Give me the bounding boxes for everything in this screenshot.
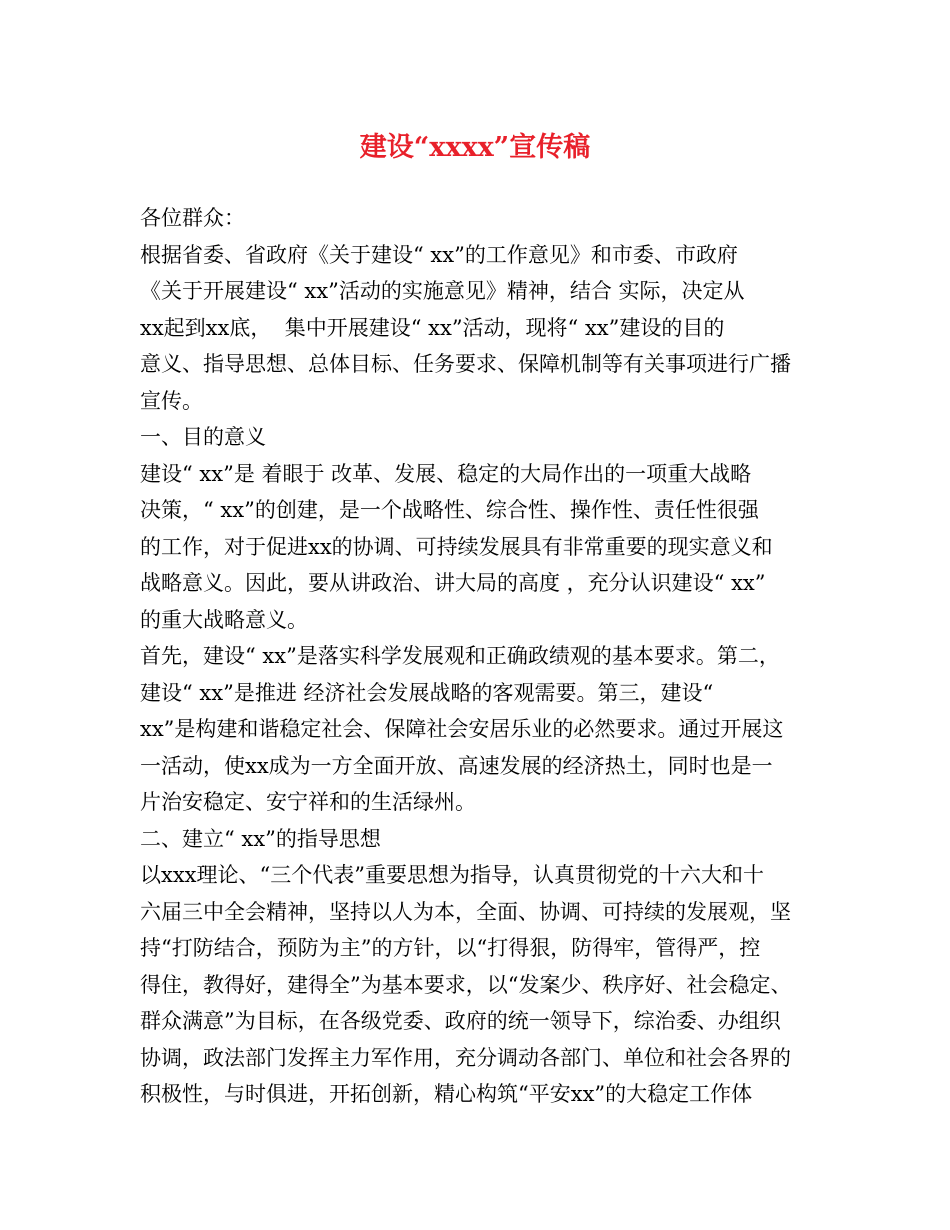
body-line: 建设“ xx”是推进 经济社会发展战略的客观需要。第三，建设“ — [140, 680, 714, 705]
body-line: 《关于开展建设“ xx”活动的实施意见》精神，结合 实际，决定从 — [140, 279, 745, 303]
body-line: xx起到xx底， 集中开展建设“ xx”活动，现将“ xx”建设的目的 — [140, 315, 725, 340]
body-line: 意义、指导思想、总体目标、任务要求、保障机制等有关事项进行广播 — [140, 352, 791, 376]
body-line: 一活动，使xx成为一方全面开放、高速发展的经济热土，同时也是一 — [140, 753, 773, 778]
body-line: 协调，政法部门发挥主力军作用，充分调动各部门、单位和社会各界的 — [140, 1045, 791, 1070]
body-line: xx”是构建和谐稳定社会、保障社会安居乐业的必然要求。通过开展这 — [140, 717, 784, 741]
body-line: 一、目的意义 — [140, 425, 266, 449]
body-line: 首先，建设“ xx”是落实科学发展观和正确政绩观的基本要求。第二， — [140, 644, 780, 668]
body-line: 的重大战略意义。 — [140, 607, 308, 632]
body-line: 持“打防结合，预防为主”的方针，以“打得狠，防得牢，管得严，控 — [140, 936, 761, 960]
body-line: 积极性，与时俱进，开拓创新，精心构筑“平安xx”的大稳定工作体 — [140, 1082, 753, 1106]
body-line: 宣传。 — [140, 388, 203, 413]
document-title: 建设“xxxx”宣传稿 — [359, 132, 591, 163]
document-body — [140, 200, 820, 1113]
body-line: 根据省委、省政府《关于建设“ xx”的工作意见》和市委、市政府 — [140, 242, 738, 267]
body-line: 以xxx理论、“三个代表”重要思想为指导，认真贯彻党的十六大和十 — [140, 863, 764, 887]
body-line: 片治安稳定、安宁祥和的生活绿州。 — [140, 790, 476, 814]
body-line: 各位群众： — [140, 206, 245, 230]
body-line: 战略意义。因此，要从讲政治、讲大局的高度 ，充分认识建设“ xx” — [140, 571, 766, 595]
body-line: 建设“ xx”是 着眼于 改革、发展、稳定的大局作出的一项重大战略 — [140, 461, 752, 486]
body-line: 六届三中全会精神，坚持以人为本，全面、协调、可持续的发展观，坚 — [140, 899, 791, 924]
body-line: 决策，“ xx”的创建，是一个战略性、综合性、操作性、责任性很强 — [140, 498, 759, 522]
body-line: 二、建立“ xx”的指导思想 — [140, 826, 381, 851]
body-line: 得住，教得好，建得全”为基本要求，以“发案少、秩序好、社会稳定、 — [140, 972, 792, 997]
body-line: 群众满意”为目标，在各级党委、政府的统一领导下，综治委、办组织 — [140, 1009, 781, 1033]
body-line: 的工作，对于促进xx的协调、可持续发展具有非常重要的现实意义和 — [140, 534, 773, 559]
